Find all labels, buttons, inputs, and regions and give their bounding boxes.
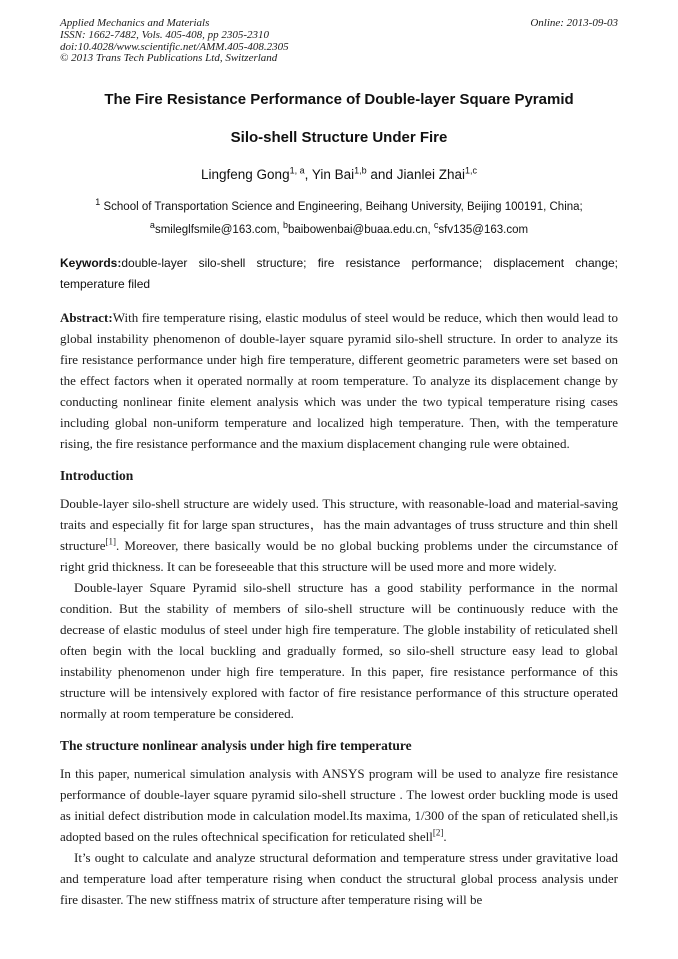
section-heading-introduction: Introduction <box>60 468 134 484</box>
analysis-paragraph-2 <box>60 847 618 910</box>
author-2-superscript: 1,b <box>354 165 367 176</box>
online-date: Online: 2013-09-03 <box>530 17 618 29</box>
email-3-superscript: c <box>433 220 439 231</box>
keywords-text: double-layer silo-shell structure; fire resistance performance; displacement change; temperature filed <box>60 256 618 292</box>
introduction-paragraph-2 <box>60 577 618 724</box>
journal-copyright: © 2013 Trans Tech Publications Ltd, Switzerland <box>60 52 278 65</box>
section-heading-nonlinear-analysis: The structure nonlinear analysis under high fire temperature <box>60 738 412 754</box>
affiliation-superscript: 1 <box>95 197 101 208</box>
paragraph-text: Double-layer silo-shell structure are widely used. This structure, with reasonable-load and material-saving traits and especially fit for large span structures，has the main advantages of truss structure and thin shell structure <box>60 496 618 554</box>
journal-header <box>60 18 618 65</box>
paragraph-text: It’s ought to calculate and analyze structural deformation and temperature stress under gravitative load and temperature load after temperature rising when conduct the structural global process analysis under fire disaster. The new stiffness matrix of structure after temperature rising will be <box>60 850 618 908</box>
author-1-superscript: 1, a <box>289 165 305 176</box>
email-1: smileglfsmile@163.com, <box>154 224 283 237</box>
journal-name: Applied Mechanics and Materials <box>60 17 210 29</box>
reference-1-superscript: [1] <box>105 536 116 547</box>
paper-title <box>60 91 618 146</box>
abstract-label: Abstract: <box>60 310 113 326</box>
affiliation-text: School of Transportation Science and Engineering, Beihang University, Beijing 100191, China; <box>100 201 583 214</box>
author-separator: and <box>366 167 397 183</box>
email-1-superscript: a <box>149 220 155 231</box>
reference-2-superscript: [2] <box>432 827 444 838</box>
abstract-paragraph <box>60 307 618 454</box>
section-introduction <box>60 468 618 724</box>
paragraph-text: Double-layer Square Pyramid silo-shell structure has a good stability performance in the normal condition. But the stability of members of silo-shell structure will be continuously reduce with the decrease of elastic modulus of steel under high fire temperature. The globle instability of reticulated shell often begin with the local buckling and gradually formed, so silo-shell structure easy lead to global instability phenomenon under high fire temperature. In this paper, fire resistance performance of this structure will be intensively explored with factor of fire resistance performance of this structure operated normally at room temperature be considered. <box>60 580 618 722</box>
paragraph-text: In this paper, numerical simulation analysis with ANSYS program will be used to analyze fire resistance performance of double-layer square pyramid silo-shell structure . The lowest order buckling mode is used as initial defect distribution mode in calculation model.Its maxima, 1/300 of the span of reticulated shell,is adopted based on the rules oftechnical specification for reticulated shell <box>60 766 618 845</box>
authors-line <box>60 167 618 182</box>
email-2: baibowenbai@buaa.edu.cn, <box>287 224 434 237</box>
keywords-label: Keywords: <box>60 256 122 271</box>
author-1: Lingfeng Gong$^{1, a}$ <box>201 165 305 183</box>
emails-line <box>60 220 618 237</box>
abstract-text: With fire temperature rising, elastic modulus of steel would be reduce, which then would lead to global instability phenomenon of double-layer square pyramid silo-shell structure. In order to analyze its fire resistance performance under high fire temperature, different geometric parameters were set based on the effect factors when it operated normally at room temperature. To analyze its displacement change by conducting nonlinear finite element analysis which was under the two typical temperature rising cases including global non-uniform temperature and localized high temperature. Then, with the temperature rising, the fire resistance performance and the maxium displacement changing rule were obtained. <box>60 310 618 452</box>
author-2: Yin Bai$^{1,b}$ <box>311 165 367 183</box>
email-3: sfv135@163.com <box>438 224 529 237</box>
analysis-paragraph-1 <box>60 763 618 847</box>
introduction-paragraph-1 <box>60 493 618 577</box>
paragraph-text: . <box>443 829 447 845</box>
author-separator: , <box>304 167 312 183</box>
paper-title-line-2: Silo-shell Structure Under Fire <box>230 129 448 147</box>
paragraph-text: . Moreover, there basically would be no global bucking problems under the circumstance of right grid thickness. It can be foreseeable that this structure will be used more and more widely. <box>60 538 618 575</box>
author-3-superscript: 1,c <box>464 165 477 176</box>
journal-issn: ISSN: 1662-7482, Vols. 405-408, pp 2305-2310 <box>60 28 269 41</box>
email-2-superscript: b <box>282 220 288 231</box>
author-3: Jianlei Zhai$^{1,c}$ <box>396 165 477 183</box>
section-nonlinear-analysis <box>60 738 618 910</box>
affiliation-line <box>60 197 618 214</box>
keywords-paragraph <box>60 253 618 295</box>
journal-doi: doi:10.4028/www.scientific.net/AMM.405-408.2305 <box>60 40 289 53</box>
paper-title-line-1: The Fire Resistance Performance of Double-layer Square Pyramid <box>104 91 574 109</box>
